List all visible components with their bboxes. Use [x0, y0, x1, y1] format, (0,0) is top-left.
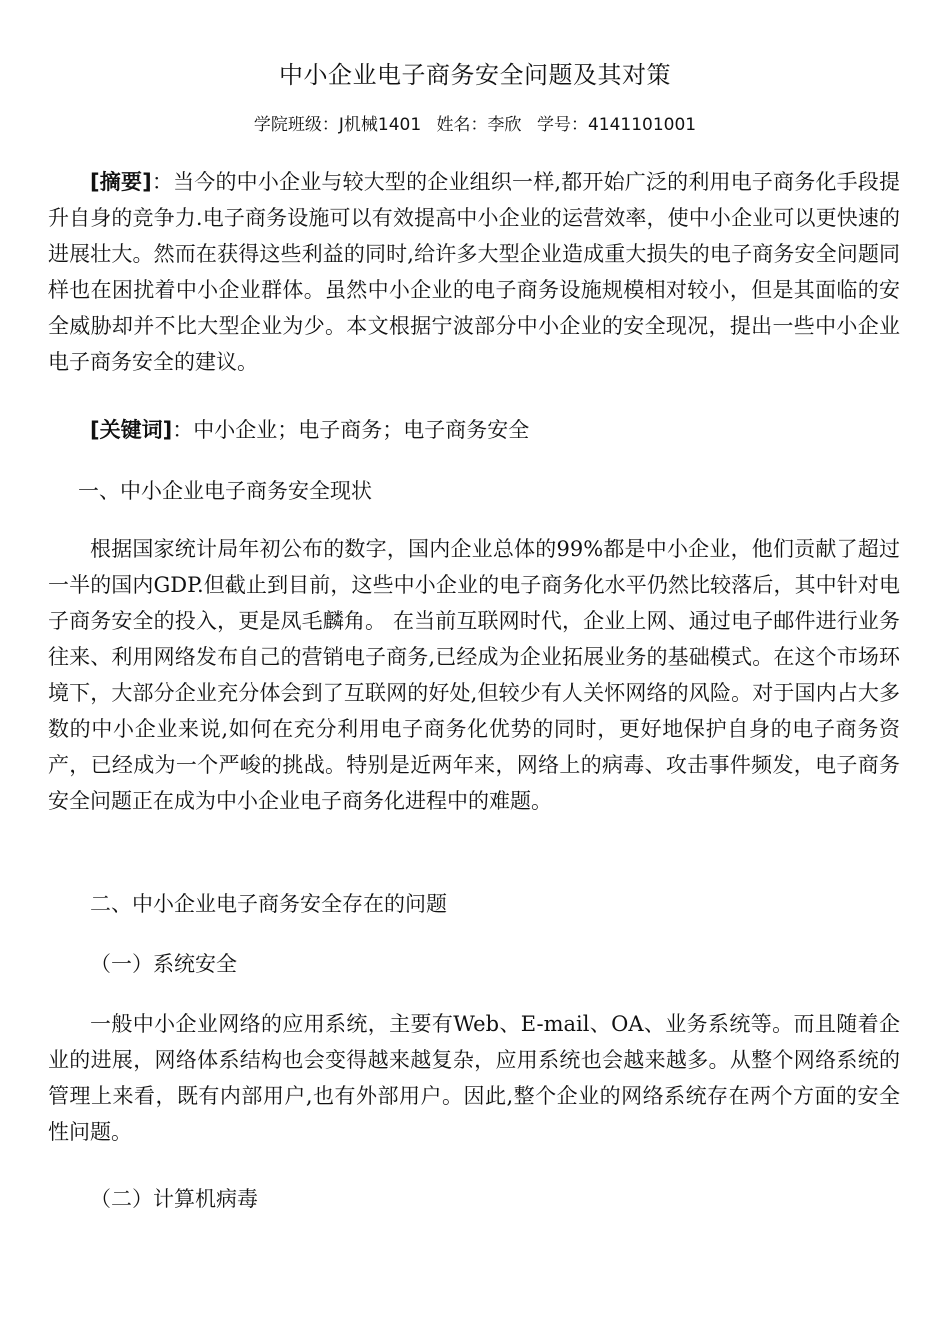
- keywords-label: [关键词]: [90, 418, 173, 442]
- keywords-paragraph: [48, 412, 900, 448]
- name-label: 姓名：李欣: [436, 115, 522, 135]
- abstract-text: ：当今的中小企业与较大型的企业组织一样,都开始广泛的利用电子商务化手段提升自身的竞争力.电子商务设施可以有效提高中小企业的运营效率，使中小企业可以更快速的进展壮大。然而在获得这些利益的同时,给许多大型企业造成重大损失的电子商务安全问题同样也在困扰着中小企业群体。虽然中小企业的电子商务设施规模相对较小，但是其面临的安全威胁却并不比大型企业为少。本文根据宁波部分中小企业的安全现况，提出一些中小企业电子商务安全的建议。: [48, 170, 900, 374]
- subsection-1-heading: （一）系统安全: [90, 952, 237, 976]
- keywords-text: ：中小企业；电子商务；电子商务安全: [172, 418, 530, 442]
- class-label: 学院班级：J机械1401: [253, 115, 422, 135]
- abstract-paragraph: [48, 164, 900, 380]
- section-1-paragraph: 根据国家统计局年初公布的数字，国内企业总体的99%都是中小企业，他们贡献了超过一半的国内GDP.但截止到目前，这些中小企业的电子商务化水平仍然比较落后，其中针对电子商务安全的投入，更是凤毛麟角。 在当前互联网时代，企业上网、通过电子邮件进行业务往来、利用网络发布自己的营销电子商务,已经成为企业拓展业务的基础模式。在这个市场环境下，大部分企业充分体会到了互联网的好处,但较少有人关怀网络的风险。对于国内占大多数的中小企业来说,如何在充分利用电子商务化优势的同时，更好地保护自身的电子商务资产，已经成为一个严峻的挑战。特别是近两年来，网络上的病毒、攻击事件频发，电子商务安全问题正在成为中小企业电子商务化进程中的难题。: [48, 537, 900, 813]
- subsection-1-paragraph: 一般中小企业网络的应用系统，主要有Web、E-mail、OA、业务系统等。而且随着企业的进展，网络体系结构也会变得越来越复杂，应用系统也会越来越多。从整个网络系统的管理上来看，既有内部用户,也有外部用户。因此,整个企业的网络系统存在两个方面的安全性问题。: [48, 1012, 900, 1144]
- author-meta: [0, 112, 950, 138]
- section-2-heading: 二、中小企业电子商务安全存在的问题: [90, 892, 447, 916]
- abstract-label: [摘要]: [90, 170, 152, 194]
- student-id-label: 学号：4141101001: [536, 115, 697, 135]
- section-1-heading: 一、中小企业电子商务安全现状: [78, 479, 372, 503]
- document-title: 中小企业电子商务安全问题及其对策: [279, 61, 671, 89]
- subsection-2-heading: （二）计算机病毒: [90, 1187, 258, 1211]
